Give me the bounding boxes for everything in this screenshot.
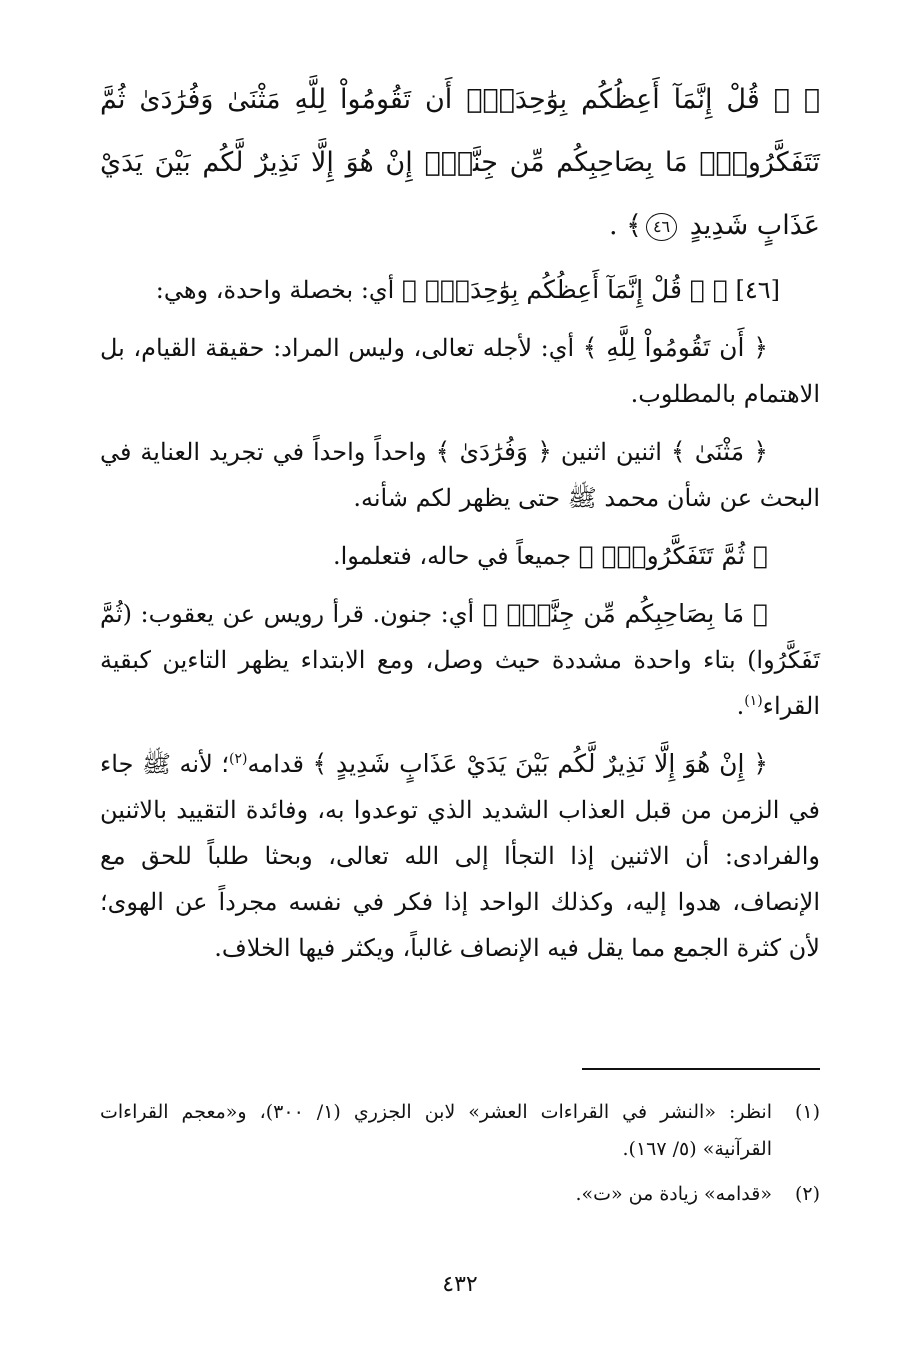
commentary-text: أي: لأجله تعالى، وليس المراد: حقيقة القيام، بل الاهتمام بالمطلوب. [100,334,820,408]
commentary-text: أي: بخصلة واحدة، وهي: [155,276,395,304]
quote: ﴿ إِنْ هُوَ إِلَّا نَذِيرٌ لَّكُم بَيْنَ يَدَيْ عَذَابٍ شَدِيدٍ ﴾ [312,749,768,778]
verse-close-bracket: ﴾ . [608,210,642,241]
footnote-text: انظر: «النشر في القراءات العشر» لابن الجزري (١/ ٣٠٠)، و«معجم القراءات القرآنية» (٥/ ١٦٧). [100,1101,772,1160]
ayah-number-marker: ٤٦ [646,213,677,241]
commentary-paragraph-5 [100,591,820,729]
commentary-text: جميعاً في حاله، فتعلموا. [332,542,572,570]
footnote-text: «قدامه» زيادة من «ت». [575,1183,772,1205]
commentary-text: اثنين اثنين [560,438,662,466]
quote: ﴿ أَن تَقُومُواْ لِلَّهِ ﴾ [582,333,768,362]
commentary-paragraph-1 [100,267,820,313]
quote: ﴿ وَفُرَٰدَىٰ ﴾ [435,437,552,466]
verse-text: قُلْ إِنَّمَآ أَعِظُكُم بِوَٰحِدَةٍۖ أَن تَقُومُواْ لِلَّهِ مَثْنَىٰ وَفُرَٰدَىٰ ثُمَّ تَتَفَكَّرُواْۚ مَا بِصَاحِبِكُم مِّن جِنَّةٍۚ إِنْ هُوَ إِلَّا نَذِيرٌ لَّكُم بَيْنَ يَدَيْ عَذَابٍ شَدِيدٍ [100,84,820,241]
footnote-number: (١) [794,1101,820,1123]
commentary-text: واحداً واحداً في تجريد العناية في البحث عن شأن محمد ﷺ حتى يظهر لكم شأنه. [100,438,820,512]
commentary-paragraph-4 [100,533,820,579]
sentence-end: . [736,692,745,720]
commentary-paragraph-6 [100,741,820,971]
footnote-divider [582,1068,820,1070]
page-number: ٤٣٢ [442,1272,478,1297]
commentary-paragraph-3 [100,429,820,521]
footnotes [100,1094,820,1221]
quran-verse [100,68,820,257]
verse-open-bracket: ﴿ ۞ [773,84,820,115]
footnote-reference[interactable]: (١) [744,693,763,709]
verse-number: [٤٦] [735,276,780,304]
commentary-text: ؛ لأنه ﷺ جاء في الزمن من قبل العذاب الشديد الذي توعدوا به، وفائدة التقييد بالاثنين والفرادى: أن الاثنين إذا التجأا إلى الله تعالى، وبحثا طلباً للحق مع الإنصاف، هدوا إليه، وكذلك الواحد إذا فكر في نفسه مجرداً عن الهوى؛ لأن كثرة الجمع مما يقل فيه الإنصاف غالباً، ويكثر فيها الخلاف. [100,750,820,962]
footnote-reference[interactable]: (٢) [229,751,248,767]
main-text [100,68,820,983]
commentary-text: أي: جنون. قرأ رويس عن يعقوب: (ثُمَّ تَفَكَّرُوا) بتاء واحدة مشددة حيث وصل، ومع الابتداء يظهر التاءين كبقية القراء [100,600,820,720]
quote: ﴿ مَثْنَىٰ ﴾ [670,437,769,466]
quote: ﴿ مَا بِصَاحِبِكُم مِّن جِنَّةٍۚ ﴾ [482,599,769,628]
footnote-item [100,1176,820,1213]
commentary-paragraph-2 [100,325,820,417]
quote: ﴿ ثُمَّ تَتَفَكَّرُواْۚ ﴾ [578,541,768,570]
commentary-text: قدامه [247,750,304,778]
quote: ﴿ ۞ قُلْ إِنَّمَآ أَعِظُكُم بِوَٰحِدَةٍۖ ﴾ [402,275,728,304]
footnote-item [100,1094,820,1168]
footnote-number: (٢) [794,1183,820,1205]
